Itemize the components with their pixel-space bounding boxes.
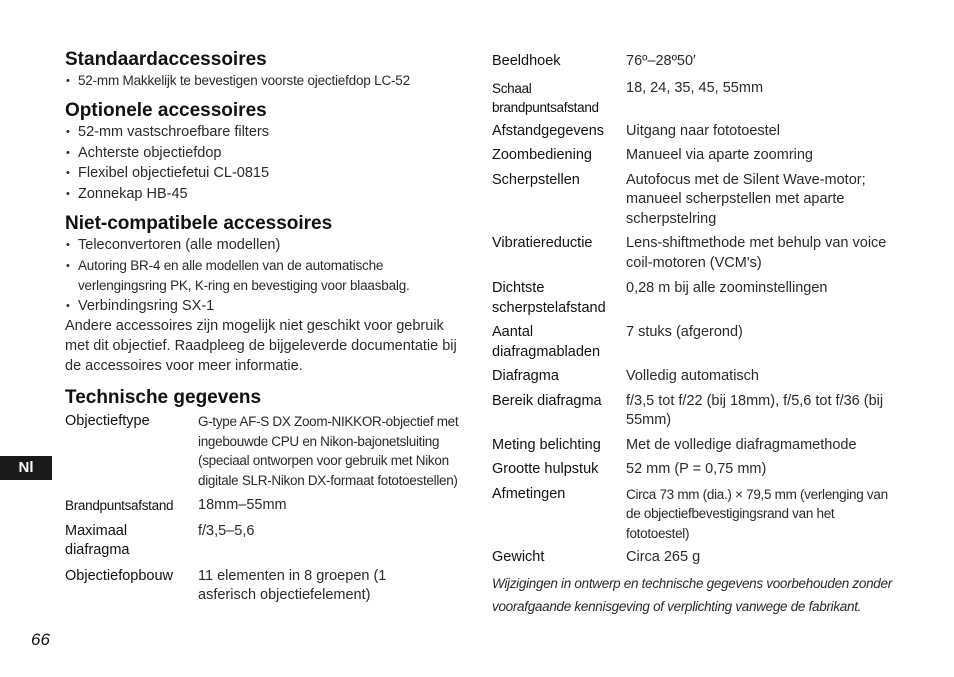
list-item: • 52-mm Makkelijk te bevestigen voorste ojectiefdop LC-52 [65,71,465,91]
spec-key: Grootte hulpstuk [492,461,599,477]
spec-value: Lens-shiftmethode met behulp van voice coil-motoren (VCM's) [626,235,887,271]
spec-key: Meting belichting [492,436,601,453]
spec-key: Afstandgegevens [492,122,605,139]
heading-optional-accessories: Optionele accessoires [65,100,267,121]
spec-value: Manueel via aparte zoomring [626,147,813,163]
left-column [65,48,465,606]
spec-value: Circa 73 mm (dia.) × 79,5 mm (verlenging van de objectiefbevestigingsrand van het fototoestel) [626,486,888,541]
list-item: • Achterste objectiefdop [65,143,465,164]
spec-row [65,567,465,606]
spec-key: Dichtste scherpstelafstand [492,280,606,316]
spec-value: Autofocus met de Silent Wave-motor; manueel scherpstellen met aparte scherpstelring [626,171,866,227]
spec-value: 18mm–55mm [198,497,287,513]
spec-key: Maximaal diafragma [65,522,130,558]
right-column [492,52,902,618]
spec-row [492,279,902,318]
spec-row [492,323,902,362]
spec-row [65,522,465,561]
list-item: • Zonnekap HB-45 [65,184,465,205]
spec-value: Volledig automatisch [626,368,759,384]
spec-value: 76º–28º50′ [626,53,696,69]
spec-value: f/3,5–5,6 [198,522,255,539]
disclaimer-note: Wijzigingen in ontwerp en technische gegevens voorbehouden zonder voorafgaande kennisgeving of verplichting vanwege de fabrikant. [492,575,892,614]
spec-key: Aantal diafragmabladen [492,324,601,360]
spec-key: Objectiefopbouw [65,567,174,584]
spec-value: Circa 265 g [626,549,701,565]
spec-row [492,79,902,117]
spec-key: Bereik diafragma [492,392,602,409]
spec-value: Uitgang naar fototoestel [626,122,780,139]
incompatible-accessories-list [65,235,465,316]
spec-key: Scherpstellen [492,171,580,188]
spec-row [492,436,902,456]
spec-value: 7 stuks (afgerond) [626,324,743,340]
spec-row [492,548,902,568]
spec-value: G-type AF-S DX Zoom-NIKKOR-objectief met ingebouwde CPU en Nikon-bajonetsluiting (speciaal ontworpen voor gebruik met Nikon digitale SLR-Nikon DX-formaat fototoestellen) [198,414,459,488]
spec-row [492,171,902,230]
spec-row [65,412,465,490]
spec-key: Afmetingen [492,485,566,502]
heading-technical-specs: Technische gegevens [65,387,262,408]
spec-value: 11 elementen in 8 groepen (1 asferisch objectiefelement) [198,567,387,603]
page-number: 66 [31,630,50,649]
heading-standard-accessories: Standaardaccessoires [65,49,267,70]
list-item: • Verbindingsring SX-1 [65,296,465,317]
spec-key: Diafragma [492,368,559,384]
spec-key: Brandpuntsafstand [65,498,174,513]
spec-row [492,367,902,387]
spec-row [65,496,465,516]
language-tab: Nl [0,456,52,480]
list-item: • Teleconvertoren (alle modellen) [65,235,465,256]
spec-row [492,460,902,480]
spec-value: Met de volledige diafragmamethode [626,436,857,453]
spec-key: Gewicht [492,549,545,565]
spec-key: Objectieftype [65,413,150,429]
list-item: • Flexibel objectiefetui CL-0815 [65,163,465,184]
spec-key: Vibratiereductie [492,235,593,251]
spec-key: Beeldhoek [492,53,561,69]
spec-value: f/3,5 tot f/22 (bij 18mm), f/5,6 tot f/36 (bij 55mm) [626,392,884,428]
incompatible-note: Andere accessoires zijn mogelijk niet geschikt voor gebruik met dit objectief. Raadpleeg de bijgeleverde documentatie bij de accessoires voor meer informatie. [65,318,457,374]
list-item: • 52-mm vastschroefbare filters [65,122,465,143]
spec-row [492,485,902,544]
optional-accessories-list [65,122,465,204]
standard-accessories-list [65,71,465,91]
spec-value: 52 mm (P = 0,75 mm) [626,461,767,477]
spec-row [492,392,902,431]
spec-row [492,52,902,72]
spec-value: 0,28 m bij alle zoominstellingen [626,280,828,296]
spec-key: Zoombediening [492,147,592,163]
spec-row [492,122,902,142]
heading-incompatible-accessories: Niet-compatibele accessoires [65,213,333,234]
list-item: • Autoring BR-4 en alle modellen van de automatische verlengingsring PK, K-ring en bevestiging voor blaasbalg. [65,256,465,296]
spec-key: Schaal brandpuntsafstand [492,80,599,115]
spec-row [492,146,902,166]
spec-value: 18, 24, 35, 45, 55mm [626,79,764,96]
spec-row [492,234,902,273]
